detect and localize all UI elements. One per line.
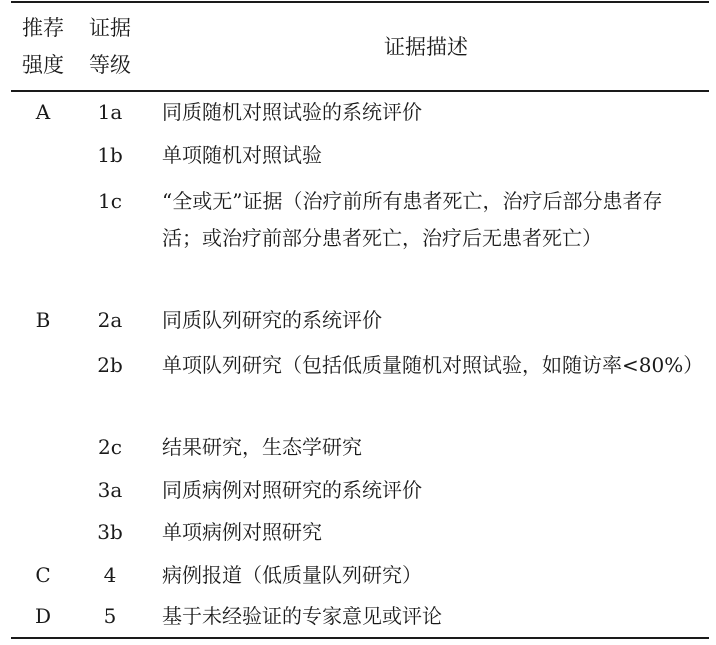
level-cell: 2c — [98, 435, 122, 459]
description-cell: 同质队列研究的系统评价 — [162, 308, 382, 332]
level-cell: 1a — [97, 100, 123, 124]
level-cell: 2a — [97, 308, 123, 332]
description-cell: 同质随机对照试验的系统评价 — [162, 100, 422, 124]
description-cell: 同质病例对照研究的系统评价 — [162, 478, 422, 502]
description-cell: 单项随机对照试验 — [162, 143, 322, 167]
grade-cell: A — [35, 100, 51, 124]
level-cell: 1b — [97, 143, 123, 167]
table-top-rule — [11, 1, 709, 3]
description-cell: 单项队列研究（包括低质量随机对照试验，如随访率<80%） — [162, 353, 704, 377]
description-cell: 基于未经验证的专家意见或评论 — [162, 604, 442, 628]
grade-cell: C — [35, 563, 51, 587]
level-cell: 2b — [97, 353, 123, 377]
header-level-line1: 证据 — [89, 16, 131, 40]
header-level-label — [72, 10, 148, 84]
header-grade-line2: 强度 — [22, 53, 64, 77]
level-cell: 4 — [103, 563, 117, 587]
description-cell: “全或无”证据（治疗前所有患者死亡，治疗后部分患者存活；或治疗前部分患者死亡，治疗后无患者死亡） — [162, 189, 663, 250]
table-bottom-rule — [11, 637, 709, 639]
level-cell: 1c — [98, 189, 122, 213]
header-level-line2: 等级 — [89, 53, 131, 77]
level-cell: 5 — [103, 604, 117, 628]
header-grade-line1: 推荐 — [22, 16, 64, 40]
table-header-rule — [11, 90, 709, 92]
description-cell: 结果研究，生态学研究 — [162, 435, 362, 459]
description-cell: 病例报道（低质量队列研究） — [162, 563, 422, 587]
description-cell: 单项病例对照研究 — [162, 520, 322, 544]
level-cell: 3a — [97, 478, 123, 502]
grade-cell: B — [35, 308, 51, 332]
level-cell: 3b — [97, 520, 123, 544]
grade-cell: D — [34, 604, 52, 628]
header-description-label: 证据描述 — [384, 35, 468, 59]
